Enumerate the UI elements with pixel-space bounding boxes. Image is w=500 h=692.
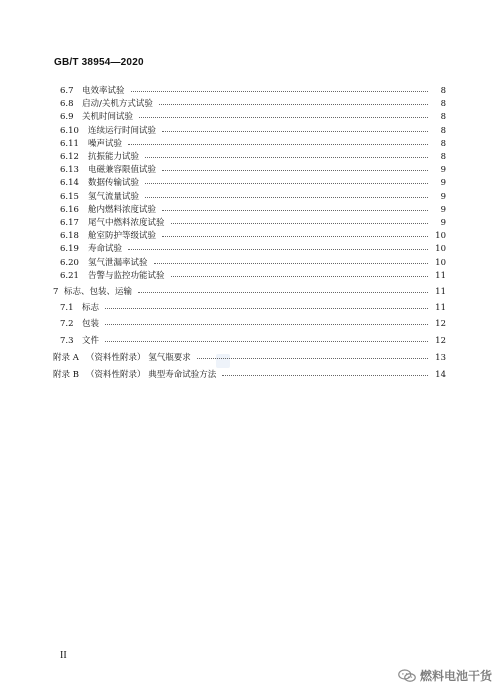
standard-code: GB/T 38954—2020 <box>54 57 144 68</box>
toc-entry-title: 连续运行时间试验 <box>88 125 157 136</box>
toc-entry-title: 关机时间试验 <box>82 112 134 123</box>
toc-leader-dots <box>162 170 428 171</box>
toc-leader-dots <box>197 358 428 359</box>
toc-entry-page: 11 <box>435 270 446 281</box>
watermark-text: 燃料电池干货 <box>419 669 492 683</box>
toc-leader-dots <box>159 104 428 105</box>
toc-entry-title: 数据传输试验 <box>88 178 140 189</box>
toc-entry-title: 标志 <box>82 303 100 314</box>
toc-leader-dots <box>131 91 428 92</box>
toc-leader-dots <box>145 197 428 198</box>
toc-entry-number: 6.13 <box>60 165 79 176</box>
toc-row[interactable] <box>0 352 500 365</box>
toc-entry-number: 6.19 <box>60 244 79 255</box>
toc-leader-dots <box>139 117 428 118</box>
toc-leader-dots <box>105 324 428 325</box>
toc-leader-dots <box>222 375 428 376</box>
toc-leader-dots <box>162 236 428 237</box>
toc-entry-number: 7.2 <box>60 319 74 330</box>
toc-row[interactable] <box>0 98 500 111</box>
toc-entry-page: 10 <box>435 231 446 242</box>
toc-entry-number: 6.11 <box>60 138 79 149</box>
toc-entry-page: 9 <box>440 165 446 176</box>
toc-entry-number: 6.20 <box>60 257 79 268</box>
toc-row[interactable] <box>0 177 500 190</box>
toc-row[interactable] <box>0 217 500 230</box>
toc-entry-page: 9 <box>440 204 446 215</box>
toc-entry-title: 寿命试验 <box>88 244 123 255</box>
toc-leader-dots <box>128 144 428 145</box>
toc-leader-dots <box>154 263 428 264</box>
toc-entry-number: 6.18 <box>60 231 79 242</box>
toc-entry-page: 8 <box>440 138 446 149</box>
toc-entry-number: 6.16 <box>60 204 79 215</box>
toc-row[interactable] <box>0 335 500 348</box>
toc-entry-number: 7.3 <box>60 335 74 346</box>
toc-entry-page: 12 <box>435 335 446 346</box>
toc-entry-page: 8 <box>440 86 446 96</box>
toc-row[interactable] <box>0 369 500 382</box>
toc-entry-title: 噪声试验 <box>88 138 123 149</box>
toc-leader-dots <box>162 210 428 211</box>
toc-entry-page: 13 <box>435 352 446 363</box>
toc-leader-dots <box>145 157 428 158</box>
toc-entry-page: 12 <box>435 319 446 330</box>
toc-entry-page: 9 <box>440 178 446 189</box>
toc-entry-number: 6.17 <box>60 218 79 228</box>
toc-entry-number: 7 <box>53 287 59 297</box>
toc-entry-page: 10 <box>435 244 446 255</box>
watermark <box>398 667 492 684</box>
toc-entry-number: 附录 A <box>53 352 79 363</box>
toc-leader-dots <box>138 292 428 293</box>
toc-entry-page: 8 <box>440 99 446 110</box>
toc-leader-dots <box>171 223 428 224</box>
toc-row[interactable] <box>0 243 500 256</box>
toc-leader-dots <box>171 276 428 277</box>
toc-entry-title: 启动/关机方式试验 <box>82 99 153 110</box>
toc-row[interactable] <box>0 85 500 98</box>
page-number: II <box>60 650 67 661</box>
toc-entry-number: 6.21 <box>60 270 79 281</box>
toc-entry-page: 10 <box>435 257 446 268</box>
toc-row[interactable] <box>0 270 500 283</box>
toc-row[interactable] <box>0 151 500 164</box>
toc-row[interactable] <box>0 204 500 217</box>
toc-row[interactable] <box>0 125 500 138</box>
toc-leader-dots <box>145 183 428 184</box>
toc-leader-dots <box>128 249 428 250</box>
toc-entry-title: 氢气流量试验 <box>88 191 140 202</box>
toc-row[interactable] <box>0 286 500 299</box>
toc-leader-dots <box>105 341 428 342</box>
toc-entry-title: 电磁兼容限值试验 <box>88 165 157 176</box>
toc-entry-page: 8 <box>440 125 446 136</box>
toc-entry-page: 9 <box>440 191 446 202</box>
toc-entry-page: 11 <box>435 287 446 297</box>
toc-entry-title: 电效率试验 <box>82 86 125 96</box>
toc-entry-number: 7.1 <box>60 303 74 314</box>
toc-row[interactable] <box>0 138 500 151</box>
toc-entry-page: 8 <box>440 152 446 162</box>
toc-row[interactable] <box>0 191 500 204</box>
toc-entry-page: 14 <box>435 370 446 380</box>
toc-entry-title: （资料性附录） 典型寿命试验方法 <box>86 370 217 380</box>
toc-entry-title: 舱室防护等级试验 <box>88 231 157 242</box>
toc-entry-title: 舱内燃料浓度试验 <box>88 204 157 215</box>
toc-row[interactable] <box>0 230 500 243</box>
toc-entry-page: 9 <box>440 218 446 228</box>
toc-row[interactable] <box>0 257 500 270</box>
toc-row[interactable] <box>0 302 500 315</box>
toc-entry-number: 6.7 <box>60 86 74 96</box>
toc-entry-title: 抗振能力试验 <box>88 152 140 162</box>
toc-entry-number: 6.12 <box>60 152 79 162</box>
wechat-icon <box>398 669 416 683</box>
toc-entry-page: 11 <box>435 303 446 314</box>
toc-entry-title: （资料性附录） 氢气瓶要求 <box>86 352 191 363</box>
toc-entry-number: 6.8 <box>60 99 74 110</box>
toc-leader-dots <box>162 131 428 132</box>
toc-row[interactable] <box>0 164 500 177</box>
toc-entry-title: 文件 <box>82 335 100 346</box>
toc-entry-title: 包装 <box>82 319 100 330</box>
toc-leader-dots <box>105 308 428 309</box>
toc-entry-number: 附录 B <box>53 370 79 380</box>
toc-entry-title: 标志、包装、运输 <box>64 287 133 297</box>
toc-row[interactable] <box>0 111 500 124</box>
toc-entry-page: 8 <box>440 112 446 123</box>
toc-entry-title: 告警与监控功能试验 <box>88 270 165 281</box>
toc-entry-number: 6.15 <box>60 191 79 202</box>
toc-entry-number: 6.14 <box>60 178 79 189</box>
toc-entry-title: 氢气泄漏率试验 <box>88 257 148 268</box>
toc-entry-title: 尾气中燃料浓度试验 <box>88 218 165 228</box>
toc-row[interactable] <box>0 318 500 331</box>
toc-entry-number: 6.9 <box>60 112 74 123</box>
toc-entry-number: 6.10 <box>60 125 79 136</box>
